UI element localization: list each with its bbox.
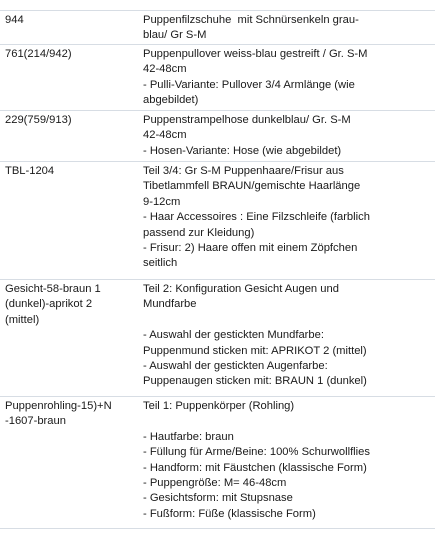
description-line: Mundfarbe — [143, 298, 197, 311]
description-line: seitlich — [143, 257, 178, 270]
item-code: 761(214/942) — [5, 48, 72, 60]
description-line: - Haar Accessoires : Eine Filzschleife (farblich — [143, 211, 370, 224]
description-line: - Pulli-Variante: Pullover 3/4 Armlänge (wie — [143, 78, 355, 91]
item-description — [143, 399, 429, 522]
item-code: 229(759/913) — [5, 114, 72, 126]
description-line: - Auswahl der gestickten Augenfarbe: — [143, 360, 328, 373]
item-code: 944 — [5, 14, 24, 26]
table-row — [0, 110, 435, 157]
description-line — [143, 414, 429, 429]
item-code: Puppenrohling-15)+N -1607-braun — [5, 400, 112, 428]
table-row — [0, 44, 435, 107]
table-bottom-divider — [0, 528, 435, 529]
description-line: Puppenfilzschuhe mit Schnürsenkeln grau- — [143, 14, 359, 26]
description-line: blau/ Gr S-M — [143, 29, 207, 42]
description-line: 9-12cm — [143, 195, 181, 208]
description-line: Puppenstrampelhose dunkelblau/ Gr. S-M — [143, 114, 351, 126]
description-line: Puppenmund sticken mit: APRIKOT 2 (mittel) — [143, 344, 367, 357]
table-row — [0, 161, 435, 270]
description-line: Teil 2: Konfiguration Gesicht Augen und — [143, 283, 339, 295]
description-line: abgebildet) — [143, 94, 199, 107]
table-row — [0, 10, 435, 42]
item-code: TBL-1204 — [5, 165, 55, 177]
description-line: - Fußform: Füße (klassische Form) — [143, 507, 316, 520]
description-line: Puppenaugen sticken mit: BRAUN 1 (dunkel) — [143, 375, 367, 388]
description-line: 42-48cm — [143, 129, 187, 142]
description-line: - Auswahl der gestickten Mundfarbe: — [143, 329, 324, 342]
description-line: - Puppengröße: M= 46-48cm — [143, 477, 287, 490]
item-description — [143, 164, 429, 272]
item-description — [143, 282, 429, 390]
item-description — [143, 47, 429, 109]
item-code: Gesicht-58-braun 1 (dunkel)-aprikot 2 (mittel) — [5, 283, 101, 326]
description-line: Tibetlammfell BRAUN/gemischte Haarlänge — [143, 180, 361, 193]
description-line: - Gesichtsform: mit Stupsnase — [143, 492, 293, 505]
description-line: - Hautfarbe: braun — [143, 430, 234, 443]
table-row — [0, 279, 435, 388]
description-line: Teil 1: Puppenkörper (Rohling) — [143, 400, 295, 412]
description-line: Teil 3/4: Gr S-M Puppenhaare/Frisur aus — [143, 165, 344, 177]
description-line: - Füllung für Arme/Beine: 100% Schurwollflies — [143, 446, 370, 459]
table-row — [0, 396, 435, 520]
description-line: passend zur Kleidung) — [143, 226, 255, 239]
description-line: - Frisur: 2) Haare offen mit einem Zöpfchen — [143, 242, 358, 255]
description-line: - Handform: mit Fäustchen (klassische Form) — [143, 461, 367, 474]
description-line: 42-48cm — [143, 63, 187, 76]
item-description — [143, 13, 429, 44]
item-description — [143, 113, 429, 159]
description-line — [143, 313, 429, 328]
description-line: - Hosen-Variante: Hose (wie abgebildet) — [143, 144, 342, 157]
description-line: Puppenpullover weiss-blau gestreift / Gr. S-M — [143, 48, 368, 60]
